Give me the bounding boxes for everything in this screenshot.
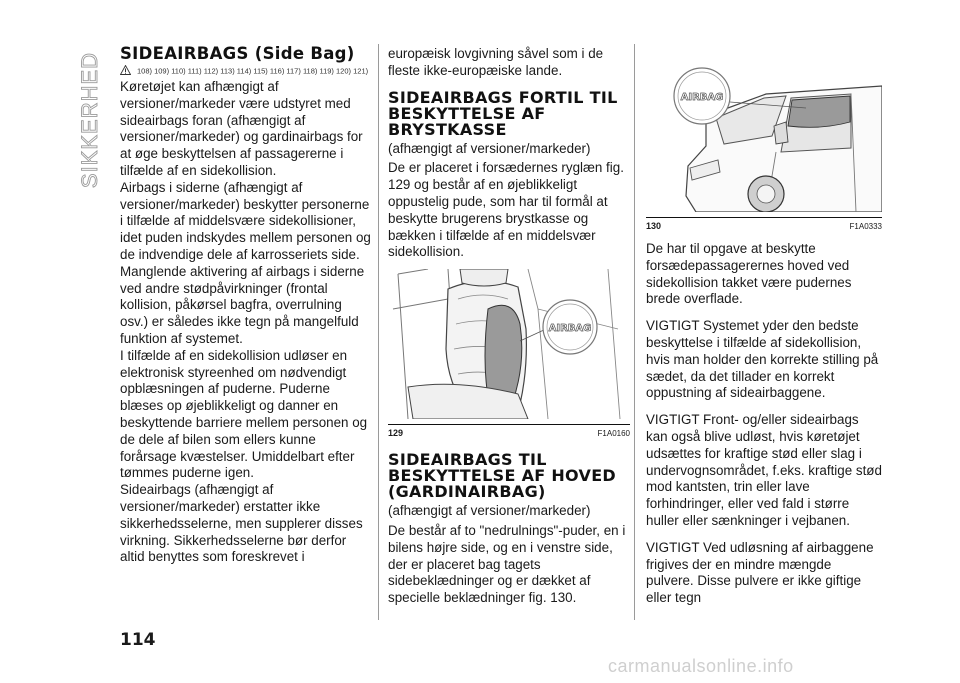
- subheading-versions: (afhængigt af versioner/markeder): [388, 503, 591, 519]
- section-heading-side-airbags: SIDEAIRBAGS (Side Bag): [120, 44, 355, 63]
- warning-references: [120, 65, 372, 78]
- figure-caption-bar: [388, 424, 630, 438]
- paragraph-important-posture: VIGTIGT Systemet yder den bedste beskyttelse i tilfælde af sidekollision, hvis man holder den korrekte stilling på sædet, da det tillader en korrekt oppustning af sideairbaggene.: [646, 318, 879, 401]
- paragraph: europæisk lovgivning såvel som i de fleste ikke-europæiske lande.: [388, 46, 604, 78]
- figure-number: 130: [646, 221, 662, 231]
- airbag-stamp: [674, 68, 730, 124]
- column-3: [646, 46, 882, 607]
- figure-caption-bar: [646, 217, 882, 231]
- figure-129: [388, 269, 630, 438]
- page-number: 114: [120, 630, 156, 650]
- figure-number: 129: [388, 428, 404, 439]
- column-1: [120, 46, 372, 566]
- column-divider: [378, 44, 379, 620]
- warning-triangle-icon: [120, 65, 131, 78]
- figure-130: [646, 56, 882, 231]
- paragraph: De er placeret i forsædernes ryglæn fig. 129 og består af en øjeblikkeligt oppustelig pude, som har til formål at beskytte brugerens brystkasse og bækken i tilfælde af en middelsvær sidekollision.: [388, 160, 624, 260]
- column-2: [388, 46, 630, 607]
- paragraph-important-powder: VIGTIGT Ved udløsning af airbaggene frigives der en mindre mængde pulvere. Disse pulvere er ikke giftige eller tegn: [646, 539, 874, 606]
- seat-airbag-illustration: [388, 269, 630, 419]
- van-curtain-airbag-illustration: [646, 56, 882, 212]
- paragraph: I tilfælde af en sidekollision udløser en elektronisk styreenhed om nødvendigt opblæsningen af puderne. Puderne blæses op øjeblikkeligt og danner en beskyttende barriere mellem personen og de dele af bilen som ellers kunne forårsage kvæstelser. Umiddelbart efter tømmes puderne igen.: [120, 347, 368, 481]
- chapter-side-tab-label: SIKKERHED: [76, 51, 102, 189]
- paragraph: Køretøjet kan afhængigt af versioner/markeder være udstyret med sideairbags foran (afhængigt af versioner/markeder) og gardinairbags for at øge beskyttelsen af passagererne i tilfælde af en sidekollision.: [120, 79, 363, 178]
- paragraph-important-deployment: VIGTIGT Front- og/eller sideairbags kan også blive udløst, hvis køretøjet udsættes for kraftige stød eller slag i undervognsområdet, f.eks. kraftige stød mod kantsten, trin eller lave forhindringer, eller ved fald i større huller eller sænkninger i vejbanen.: [646, 412, 882, 528]
- watermark: carmanualsonline.info: [608, 656, 794, 676]
- subheading-versions: (afhængigt af versioner/markeder): [388, 140, 591, 156]
- svg-text:AIRBAG: AIRBAG: [680, 92, 724, 103]
- section-heading-curtain-airbags: SIDEAIRBAGS TIL BESKYTTELSE AF HOVED (GARDINAIRBAG): [388, 450, 617, 502]
- paragraph: Sideairbags (afhængigt af versioner/markeder) erstatter ikke sikkerhedsselerne, men supplerer disses virkning. Sikkerhedsselerne bør derfor altid benyttes som foreskrevet i: [120, 482, 363, 565]
- figure-code: F1A0160: [597, 428, 630, 438]
- paragraph: De består af to "nedrulnings"-puder, en i bilens højre side, og en i venstre side, der er placeret bag tagets sidebeklædninger og er dækket af specielle beklædninger fig. 130.: [388, 522, 626, 606]
- paragraph: De har til opgave at beskytte forsædepassagerernes hoved ved sidekollision takket være pudernes brede overflade.: [646, 241, 852, 307]
- column-divider: [634, 44, 635, 620]
- warning-reference-numbers: 108) 109) 110) 111) 112) 113) 114) 115) 116) 117) 118) 119) 120) 121): [137, 66, 369, 76]
- chapter-side-tab: [76, 50, 106, 190]
- airbag-stamp: [543, 300, 597, 354]
- figure-code: F1A0333: [849, 221, 882, 231]
- paragraph: Airbags i siderne (afhængigt af versioner/markeder) beskytter personerne i tilfælde af middelsvære sidekollisioner, idet puden indskydes mellem personen og de indvendige dele af karrosseriets side. Manglende aktivering af airbags i siderne ved andre stødpåvirkninger (frontal kollision, påkørsel bagfra, overrulning osv.) er således ikke tegn på mangelfuld funktion af systemet.: [120, 179, 371, 346]
- svg-text:AIRBAG: AIRBAG: [548, 323, 592, 335]
- section-heading-chest-side-airbags: SIDEAIRBAGS FORTIL TIL BESKYTTELSE AF BRYSTKASSE: [388, 87, 618, 139]
